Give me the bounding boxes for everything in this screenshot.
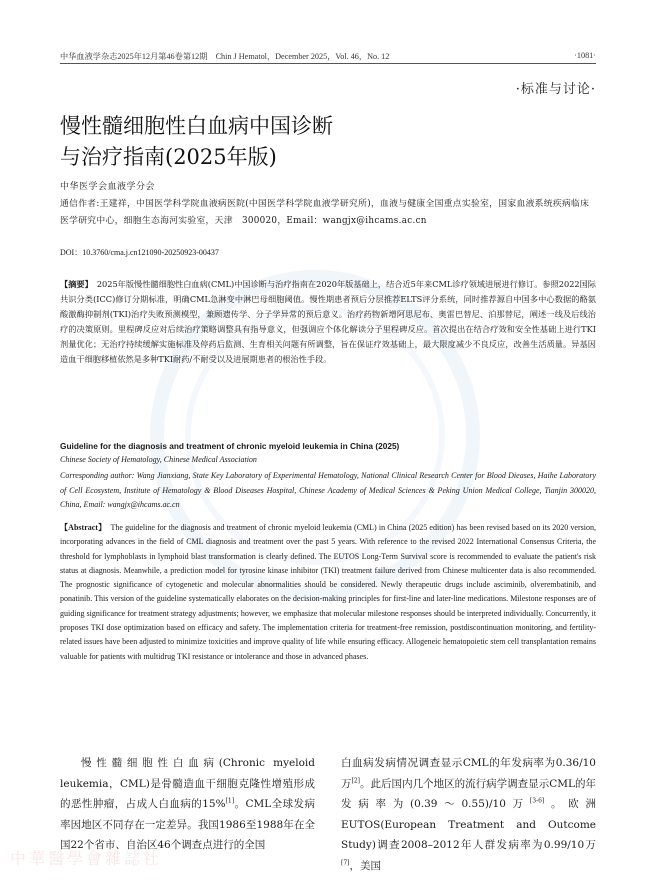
citation-ref: [7] [341,859,350,866]
corresponding-affiliation: 通信作者:王建祥，中国医学科学院血液病医院(中国医学科学院血液学研究所)，血液与健康全国重点实验室，国家血液系统疾病临床医学研究中心，细胞生态海河实验室，天津 300020，Email：wangjx@ihcams.ac.cn [60,199,590,226]
section-label: ·标准与讨论· [515,82,596,97]
journal-citation: 中华血液学杂志2025年12月第46卷第12期 Chin J Hematol，December 2025，Vol. 46，No. 12 [60,52,390,61]
citation-ref: [3-6] [529,797,545,805]
publisher-watermark: 中華醫學會雜誌社 [10,849,163,868]
english-abstract-label: 【Abstract】 [60,523,103,532]
body-column-left [60,753,315,856]
body-text: ，美国 [349,859,381,872]
citation-ref: [2] [351,777,361,784]
abstract-english [60,521,596,664]
body-text: 。CML全球发病率因地区不同存在一定差异。我国1986至1988年在全国22个省市、自治区46个调查点进行的全国 [60,798,316,851]
english-title: Guideline for the diagnosis and treatment of chronic myeloid leukemia in China (2025) [60,441,400,451]
citation-ref: [1] [225,797,235,805]
body-text: 。此后国内几个地区的流行病学调查显示CML的年发病率为(0.39～0.55)/10万 [341,777,596,810]
article-title-line-1: 慢性髓细胞性白血病中国诊断 [60,114,333,138]
doi: DOI：10.3760/cma.j.cn121090-20250923-00437 [60,248,219,257]
english-corresponding-author: Corresponding author: Wang Jianxiang, State Key Laboratory of Experimental Hematology, National Clinical Research Center for Blood Dieases, Haihe Laboratory of Cell Ecosystem, Institute of Hematology & Blood Diseases Hospital, Chinese Academy of Medical Sciences & Peking Union Medical College, Tianjin 300020, China, Email: wangjx@ihcams.ac.cn [60,471,596,510]
english-abstract-text: The guideline for the diagnosis and treatment of chronic myeloid leukemia (CML) in China (2025 edition) has been revised based on its 2020 version, incorporating advances in the field of CML diagnosis and treatment over the past 5 years. With reference to the revised 2022 International Consensus Criteria, the threshold for lymphoblasts in lymphoid blast transformation is clearly defined. The EUTOS Long-Term Survival score is recommended to evaluate the patient's risk status at diagnosis. Meanwhile, a prediction model for tyrosine kinase inhibitor (TKI) treatment failure derived from Chinese multicenter data is also recommended. The prognostic significance of cytogenetic and molecular abnormalities should be considered. Newly therapeutic drugs include asciminib, olverembatinib, and ponatinib. This version of the guideline systematically elaborates on the decision-making principles for first-line and later-line medications. Milestone responses are of guiding significance for treatment strategy adjustments; however, we emphasize that molecular milestone responses should be interpreted individually. Concurrently, it proposes TKI dose optimization based on efficacy and safety. The implementation criteria for treatment-free remission, postdiscontinuation monitoring, and fertility-related issues have been adjusted to minimize toxicities and improve quality of life while ensuring efficacy. Allogeneic hematopoietic stem cell transplantation remains valuable for patients with multidrug TKI resistance or intolerance and those in advanced phases. [60,523,596,661]
page-number: ·1081· [574,51,596,60]
header-rule [60,63,596,64]
author-group: 中华医学会血液学分会 [60,182,156,192]
body-text: 白血病发病情况调查显示CML的年发病率为0.36/10万 [341,757,596,790]
article-title-line-2: 与治疗指南(2025年版) [60,145,277,169]
body-text: 慢性髓细胞性白血病(Chronic myeloid leukemia，CML)是骨髓造血干细胞克隆性增殖形成的恶性肿瘤，占成人白血病的15% [60,757,315,810]
body-text: 。欧洲EUTOS(European Treatment and Outcome Study)调查2008–2012年人群发病率为0.99/10万 [341,798,596,851]
abstract-chinese [60,277,596,367]
english-society: Chinese Society of Hematology, Chinese Medical Association [60,455,257,464]
abstract-label: 【摘要】 [60,279,89,289]
abstract-text: 2025年版慢性髓细胞性白血病(CML)中国诊断与治疗指南在2020年版基础上，结合近5年来CML诊疗领域进展进行修订。参照2022国际共识分类(ICC)修订分期标准，明确CML急淋变中淋巴母细胞阈值。慢性期患者预后分层推荐ELTS评分系统，同时推荐源自中国多中心数据的酪氨酸激酶抑制剂(TKI)治疗失败预测模型，兼顾遗传学、分子学异常的预后意义。治疗药物新增阿思尼布、奥雷巴替尼、泊那替尼，阐述一线及后线治疗的决策原则。里程碑反应对后续治疗策略调整具有指导意义，但强调应个体化解读分子里程碑反应。首次提出在结合疗效和安全性基础上进行TKI剂量优化；无治疗持续缓解实施标准及停药后监测、生育相关问题有所调整，旨在保证疗效基础上，最大限度减少不良反应，改善生活质量。异基因造血干细胞移植依然是多种TKI耐药/不耐受以及进展期患者的根治性手段。 [60,279,596,364]
body-column-right [341,753,596,876]
